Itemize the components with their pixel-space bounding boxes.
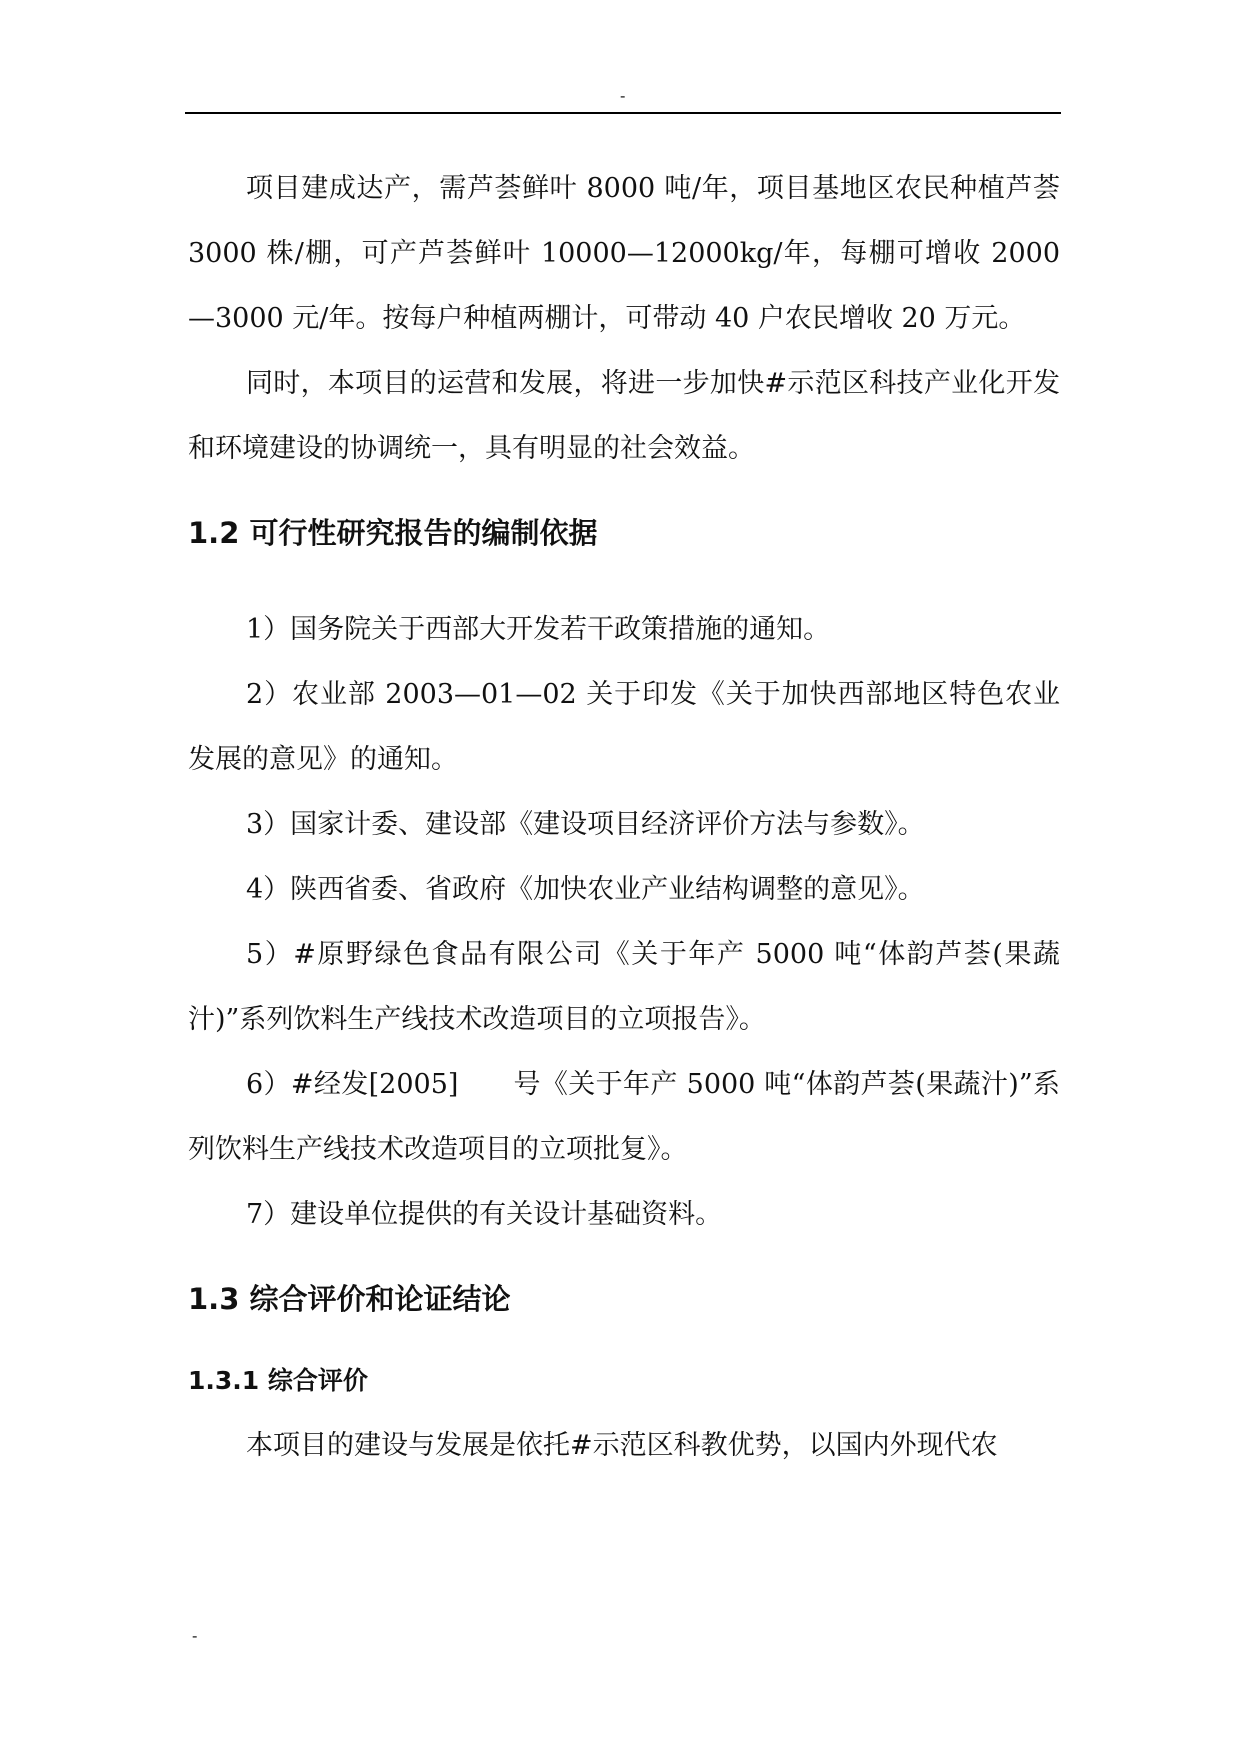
paragraph-benefit: 同时，本项目的运营和发展，将进一步加快#示范区科技产业化开发和环境建设的协调统一，具有明显的社会效益。 [188,368,1060,464]
basis-item-2: 2）农业部 2003—01—02 关于印发《关于加快西部地区特色农业发展的意见》的通知。 [188,679,1060,775]
basis-item-3: 3）国家计委、建设部《建设项目经济评价方法与参数》。 [246,809,925,840]
section-heading-1-3: 1.3 综合评价和论证结论 [188,1282,511,1316]
document-body [188,156,1060,1478]
basis-item-1: 1）国务院关于西部大开发若干政策措施的通知。 [246,614,831,645]
basis-item-6: 6）#经发[2005] 号《关于年产 5000 吨“体韵芦荟(果蔬汁)”系列饮料生产线技术改造项目的立项批复》。 [188,1069,1060,1165]
subsection-heading-1-3-1: 1.3.1 综合评价 [188,1366,368,1395]
header-mark: - [620,86,626,105]
basis-item-4: 4）陕西省委、省政府《加快农业产业结构调整的意见》。 [246,874,925,905]
header-rule [185,112,1061,114]
section-heading-1-2: 1.2 可行性研究报告的编制依据 [188,516,598,550]
paragraph-yield: 项目建成达产，需芦荟鲜叶 8000 吨/年，项目基地区农民种植芦荟 3000 株/棚，可产芦荟鲜叶 10000—12000kg/年，每棚可增收 2000—3000 元/年。按每户种植两棚计，可带动 40 户农民增收 20 万元。 [188,173,1060,334]
basis-item-5: 5）#原野绿色食品有限公司《关于年产 5000 吨“体韵芦荟(果蔬汁)”系列饮料生产线技术改造项目的立项报告》。 [188,939,1060,1035]
basis-item-7: 7）建设单位提供的有关设计基础资料。 [246,1199,723,1230]
footer-mark: - [192,1626,198,1645]
paragraph-evaluation: 本项目的建设与发展是依托#示范区科教优势，以国内外现代农 [246,1430,998,1461]
